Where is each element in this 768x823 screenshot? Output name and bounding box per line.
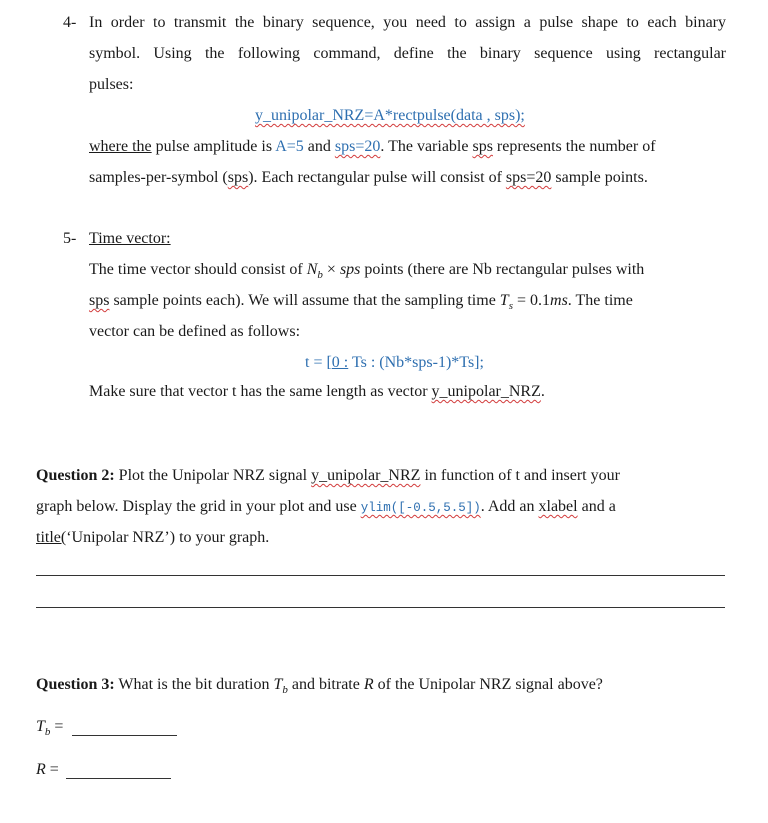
tb-sub: b <box>282 684 288 697</box>
item-5-line-3: vector can be defined as follows: <box>89 323 301 340</box>
ans-r-eq: = <box>45 761 59 778</box>
item-5-line-1 <box>89 261 726 281</box>
answer-tb-line[interactable] <box>72 735 177 736</box>
item-5-line-2 <box>89 292 633 312</box>
ans-tb-sub: b <box>44 726 51 739</box>
l2b: sample points each). We will assume that the sampling time <box>109 292 500 309</box>
ylim-code: ylim([-0.5,5.5]) <box>360 501 481 515</box>
question-2-label: Question 2: <box>36 467 115 484</box>
answer-r-label <box>36 761 59 779</box>
question-3-label: Question 3: <box>36 676 115 693</box>
line5-a: samples-per-symbol ( <box>89 169 228 186</box>
line5-sps: sps <box>227 169 249 186</box>
l4a: Make sure that vector t has the same length as vector <box>89 383 432 400</box>
q2-l2c: and a <box>577 498 616 515</box>
question-3-line <box>36 676 603 696</box>
q2-l2a: graph below. Display the grid in your plot and use <box>36 498 361 515</box>
command-text: y_unipolar_NRZ=A*rectpulse(data , sps); <box>255 107 525 124</box>
answer-tb-label <box>36 718 63 738</box>
sps-symbol: sps <box>339 261 361 278</box>
nb-symbol: N <box>306 261 318 278</box>
answer-line-1[interactable] <box>36 575 725 576</box>
amplitude-value: A=5 <box>275 138 304 155</box>
times-sign: × <box>322 261 340 278</box>
question-2-line-3 <box>36 529 269 547</box>
l1f: points (there are Nb rectangular pulses with <box>360 261 645 278</box>
answer-line-2[interactable] <box>36 607 725 608</box>
tb-symbol: T <box>273 676 283 693</box>
ans-tb: T <box>36 718 45 735</box>
time-vector-heading: Time vector: <box>89 230 171 247</box>
sps-word: sps <box>472 138 493 155</box>
item-4-line-3: pulses: <box>89 76 134 93</box>
formula-a: t = [ <box>305 354 332 371</box>
formula-c: Ts : (Nb*sps-1)*Ts]; <box>348 354 484 371</box>
q2-l2b: . Add an <box>480 498 539 515</box>
where-text-a: pulse amplitude is <box>151 138 276 155</box>
item-4-line-2: symbol. Using the following command, define the binary sequence using rectangular <box>89 45 726 62</box>
title-word: title( <box>36 529 67 546</box>
where-the: where the <box>89 138 152 155</box>
item-4-line-4 <box>89 138 656 156</box>
q2-var: y_unipolar_NRZ <box>311 467 421 484</box>
ts-sub: s <box>508 300 513 313</box>
q2-l3: ‘Unipolar NRZ’) to your graph. <box>66 529 270 546</box>
rectpulse-command <box>255 107 525 125</box>
where-text-b: . The variable <box>380 138 473 155</box>
line5-sps-value: sps=20 <box>505 169 552 186</box>
r-symbol: R <box>363 676 374 693</box>
xlabel-word: xlabel <box>538 498 578 515</box>
ans-tb-eq: = <box>50 718 64 735</box>
ms-unit: ms <box>550 292 568 309</box>
q3-text-b: and bitrate <box>287 676 364 693</box>
nb-sub: b <box>317 269 323 282</box>
l2g: . The time <box>567 292 633 309</box>
sps-value: sps=20 <box>334 138 381 155</box>
item-4-line-5 <box>89 169 648 187</box>
q2-l1a: Plot the Unipolar NRZ signal <box>114 467 312 484</box>
time-vector-formula <box>305 354 484 372</box>
q3-text-a: What is the bit duration <box>114 676 274 693</box>
item-5-line-4 <box>89 383 545 401</box>
line5-c: ). Each rectangular pulse will consist of <box>248 169 506 186</box>
l1a: The time vector should consist of <box>89 261 307 278</box>
ts-symbol: T <box>499 292 509 309</box>
item-4-line-1: In order to transmit the binary sequence, you need to assign a pulse shape to each binary <box>89 14 726 31</box>
question-2-line-1 <box>36 467 620 485</box>
l2e: = 0.1 <box>512 292 551 309</box>
ans-r: R <box>36 761 46 778</box>
where-text-c: represents the number of <box>492 138 656 155</box>
l2-sps: sps <box>89 292 110 309</box>
q2-l1c: in function of t and insert your <box>420 467 620 484</box>
l4c: . <box>540 383 545 400</box>
and-text: and <box>303 138 335 155</box>
question-2-line-2 <box>36 498 616 516</box>
answer-r-line[interactable] <box>66 778 171 779</box>
line5-e: sample points. <box>551 169 648 186</box>
l4-var: y_unipolar_NRZ <box>431 383 541 400</box>
formula-b: 0 : <box>331 354 349 371</box>
q3-text-c: of the Unipolar NRZ signal above? <box>373 676 603 693</box>
item-4-number: 4- <box>63 14 77 31</box>
item-5-number: 5- <box>63 230 77 247</box>
